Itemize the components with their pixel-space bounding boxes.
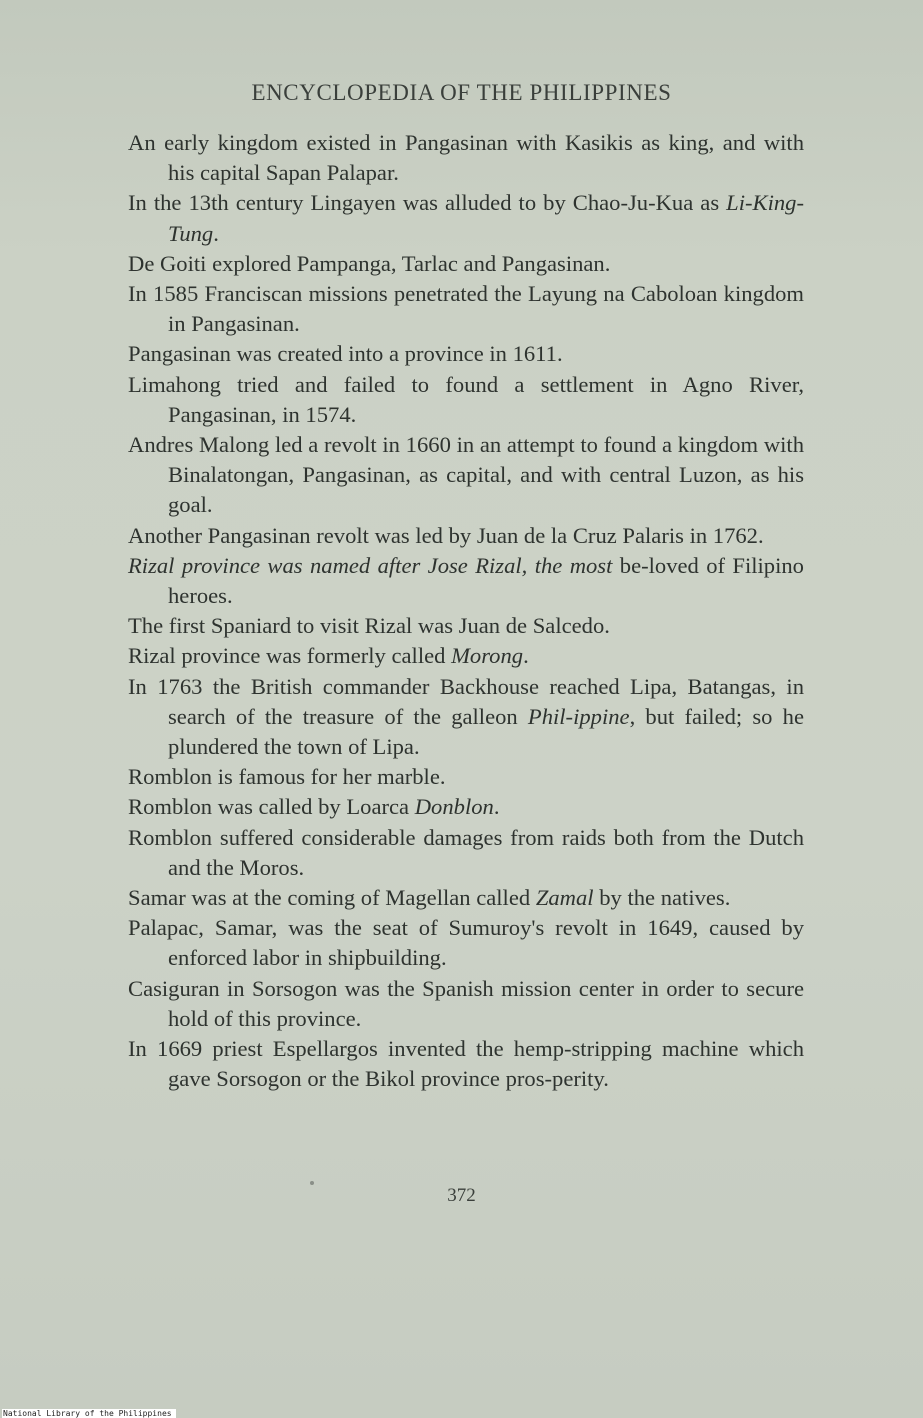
print-speck — [310, 1181, 314, 1185]
text-run: Rizal province was formerly called — [128, 643, 452, 669]
entry-paragraph — [128, 551, 804, 611]
entry-paragraph — [128, 823, 804, 883]
page-number: 372 — [447, 1185, 476, 1206]
text-run: In 1669 priest Espellargos invented the hemp-stripping machine which gave Sorsogon or the Bikol province pros-perity. — [128, 1036, 804, 1092]
entry-paragraph — [128, 430, 804, 521]
text-run: . — [493, 794, 500, 820]
italic-run: Li-King-Tung — [168, 190, 804, 246]
text-run: In 1585 Franciscan missions penetrated the Layung na Caboloan kingdom in Pangasinan. — [128, 281, 804, 337]
italic-run: Phil-ippine — [527, 703, 630, 729]
text-run: In the 13th century Lingayen was alluded to by Chao-Ju-Kua as — [128, 190, 727, 216]
text-run: Limahong tried and failed to found a settlement in Agno River, Pangasinan, in 1574. — [128, 371, 804, 427]
text-run: by the natives. — [593, 885, 731, 911]
entry-paragraph — [128, 672, 804, 763]
text-run: . — [213, 220, 219, 246]
entry-paragraph — [128, 249, 804, 279]
italic-run: Zamal — [535, 885, 594, 911]
entry-paragraph — [128, 279, 804, 339]
text-run: Pangasinan was created into a province in 1611. — [128, 341, 563, 367]
running-title: ENCYCLOPEDIA OF THE PHILIPPINES — [251, 80, 672, 105]
text-run: The first Spaniard to visit Rizal was Juan de Salcedo. — [128, 613, 610, 639]
entry-paragraph — [128, 521, 804, 551]
entry-paragraph — [128, 1034, 804, 1094]
entry-paragraph — [128, 913, 804, 973]
entry-paragraph — [128, 762, 804, 792]
text-run: Romblon suffered considerable damages from raids both from the Dutch and the Moros. — [128, 824, 804, 880]
text-run: . — [523, 643, 529, 669]
text-run: An early kingdom existed in Pangasinan with Kasikis as king, and with his capital Sapan Palapar. — [128, 130, 804, 186]
entry-paragraph — [128, 128, 804, 188]
text-run: Samar was at the coming of Magellan called — [128, 885, 536, 911]
entry-paragraph — [128, 188, 804, 248]
entry-list — [128, 128, 804, 1095]
text-run: Romblon was called by Loarca — [128, 794, 415, 820]
text-run: Andres Malong led a revolt in 1660 in an attempt to found a kingdom with Binalatongan, Pangasinan, as capital, and with central Luzon, as his goal. — [128, 432, 804, 518]
text-run: , but failed; so he plundered the town of Lipa. — [168, 703, 804, 760]
entry-paragraph — [128, 792, 804, 822]
entry-paragraph — [128, 370, 804, 430]
entry-paragraph — [128, 641, 804, 671]
library-credit: National Library of the Philippines — [2, 1409, 176, 1418]
text-run: be-loved of Filipino heroes. — [168, 552, 804, 609]
text-run: Palapac, Samar, was the seat of Sumuroy's revolt in 1649, caused by enforced labor in shipbuilding. — [128, 915, 804, 971]
text-run: Casiguran in Sorsogon was the Spanish mission center in order to secure hold of this province. — [128, 975, 804, 1031]
italic-run: Donblon — [414, 794, 494, 820]
entry-paragraph — [128, 974, 804, 1034]
text-run: Romblon is famous for her marble. — [128, 764, 446, 790]
text-run: In 1763 the British commander Backhouse reached Lipa, Batangas, in search of the treasure of the galleon — [128, 673, 804, 729]
entry-paragraph — [128, 883, 804, 913]
italic-run: Morong — [451, 643, 524, 669]
entry-paragraph — [128, 611, 804, 641]
italic-run: Rizal province was named after Jose Rizal, the most — [128, 552, 613, 578]
text-run: Another Pangasinan revolt was led by Juan de la Cruz Palaris in 1762. — [128, 522, 764, 548]
entry-paragraph — [128, 339, 804, 369]
text-run: De Goiti explored Pampanga, Tarlac and Pangasinan. — [128, 250, 611, 276]
